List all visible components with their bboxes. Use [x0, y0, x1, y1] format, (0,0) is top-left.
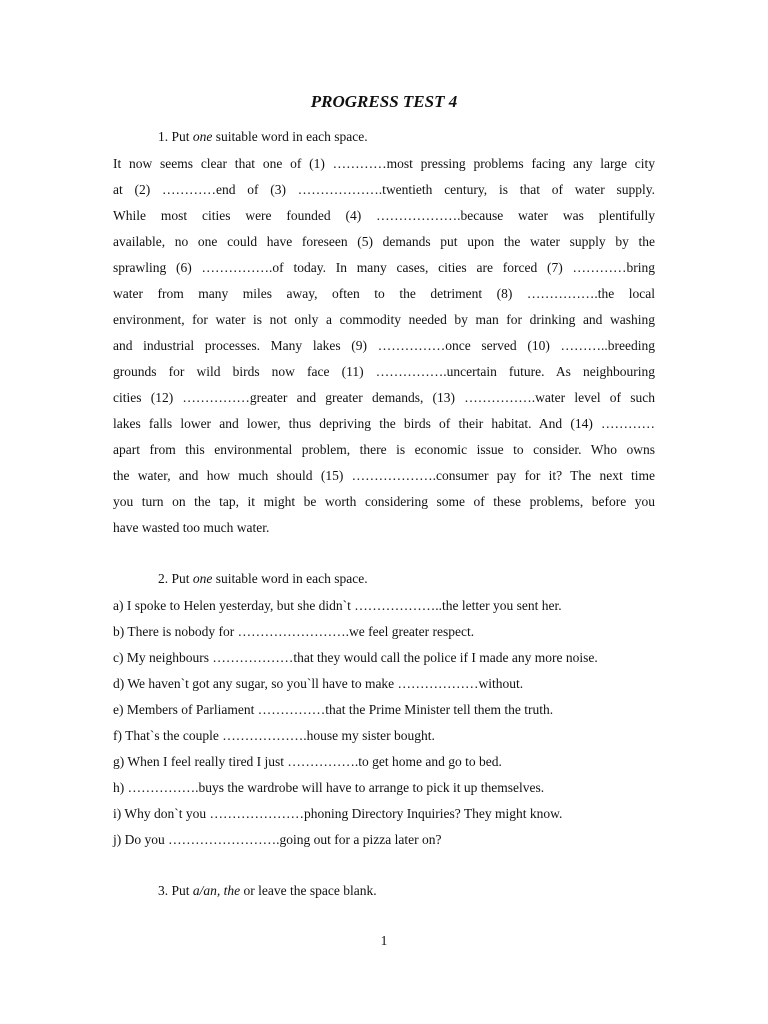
exercise-item-h: h) …………….buys the wardrobe will have to arrange to pick it up themselves. — [113, 780, 545, 795]
instruction-emphasis: a/an, the — [192, 883, 241, 898]
exercise-item-e: e) Members of Parliament ……………that the Prime Minister tell them the truth. — [113, 702, 554, 717]
passage-line: available, no one could have foreseen (5) demands put upon the water supply by the — [113, 234, 655, 249]
exercise-item-c: c) My neighbours ………………that they would call the police if I made any more noise. — [113, 650, 598, 665]
section-2-exercise-list — [113, 593, 673, 853]
passage-line: sprawling (6) …………….of today. In many cases, cities are forced (7) …………bring — [113, 260, 655, 275]
section-1-instruction — [158, 128, 368, 146]
instruction-prefix: 2. Put — [158, 571, 193, 586]
exercise-item-j: j) Do you …………………….going out for a pizza later on? — [113, 832, 442, 847]
instruction-emphasis: one — [192, 571, 213, 586]
exercise-item-d: d) We haven`t got any sugar, so you`ll have to make ………………without. — [113, 676, 524, 691]
passage-line: cities (12) ……………greater and greater demands, (13) …………….water level of such — [113, 390, 655, 405]
exercise-item-i: i) Why don`t you …………………phoning Directory Inquiries? They might know. — [113, 806, 563, 821]
section-3-instruction — [158, 882, 377, 900]
instruction-emphasis: one — [192, 129, 213, 144]
passage-line: and industrial processes. Many lakes (9) ……………once served (10) ………..breeding — [113, 338, 655, 353]
exercise-item-g: g) When I feel really tired I just …………….to get home and go to bed. — [113, 754, 502, 769]
passage-line: lakes falls lower and lower, thus depriving the birds of their habitat. And (14) ………… — [113, 416, 655, 431]
passage-line: water from many miles away, often to the detriment (8) …………….the local — [113, 286, 655, 301]
exercise-item-f: f) That`s the couple ……………….house my sister bought. — [113, 728, 435, 743]
passage-line: It now seems clear that one of (1) …………most pressing problems facing any large city — [113, 156, 655, 171]
passage-line: at (2) …………end of (3) ……………….twentieth century, is that of water supply. — [113, 182, 655, 197]
instruction-suffix: suitable word in each space. — [212, 129, 368, 144]
instruction-suffix: suitable word in each space. — [212, 571, 368, 586]
instruction-suffix: or leave the space blank. — [240, 883, 377, 898]
passage-line: have wasted too much water. — [113, 520, 270, 535]
section-2-instruction — [158, 570, 368, 588]
page-number: 1 — [380, 933, 388, 948]
passage-line: environment, for water is not only a commodity needed by man for drinking and washing — [113, 312, 655, 327]
exercise-item-b: b) There is nobody for …………………….we feel greater respect. — [113, 624, 475, 639]
instruction-prefix: 1. Put — [158, 129, 193, 144]
passage-line: the water, and how much should (15) ……………….consumer pay for it? The next time — [113, 468, 655, 483]
exercise-item-a: a) I spoke to Helen yesterday, but she didn`t ………………..the letter you sent her. — [113, 598, 562, 613]
passage-line: apart from this environmental problem, there is economic issue to consider. Who owns — [113, 442, 655, 457]
instruction-prefix: 3. Put — [158, 883, 193, 898]
passage-line: While most cities were founded (4) ……………….because water was plentifully — [113, 208, 655, 223]
page-title: PROGRESS TEST 4 — [310, 92, 458, 111]
passage-line: you turn on the tap, it might be worth considering some of these problems, before you — [113, 494, 655, 509]
passage-line: grounds for wild birds now face (11) …………….uncertain future. As neighbouring — [113, 364, 655, 379]
section-1-passage — [113, 151, 655, 541]
